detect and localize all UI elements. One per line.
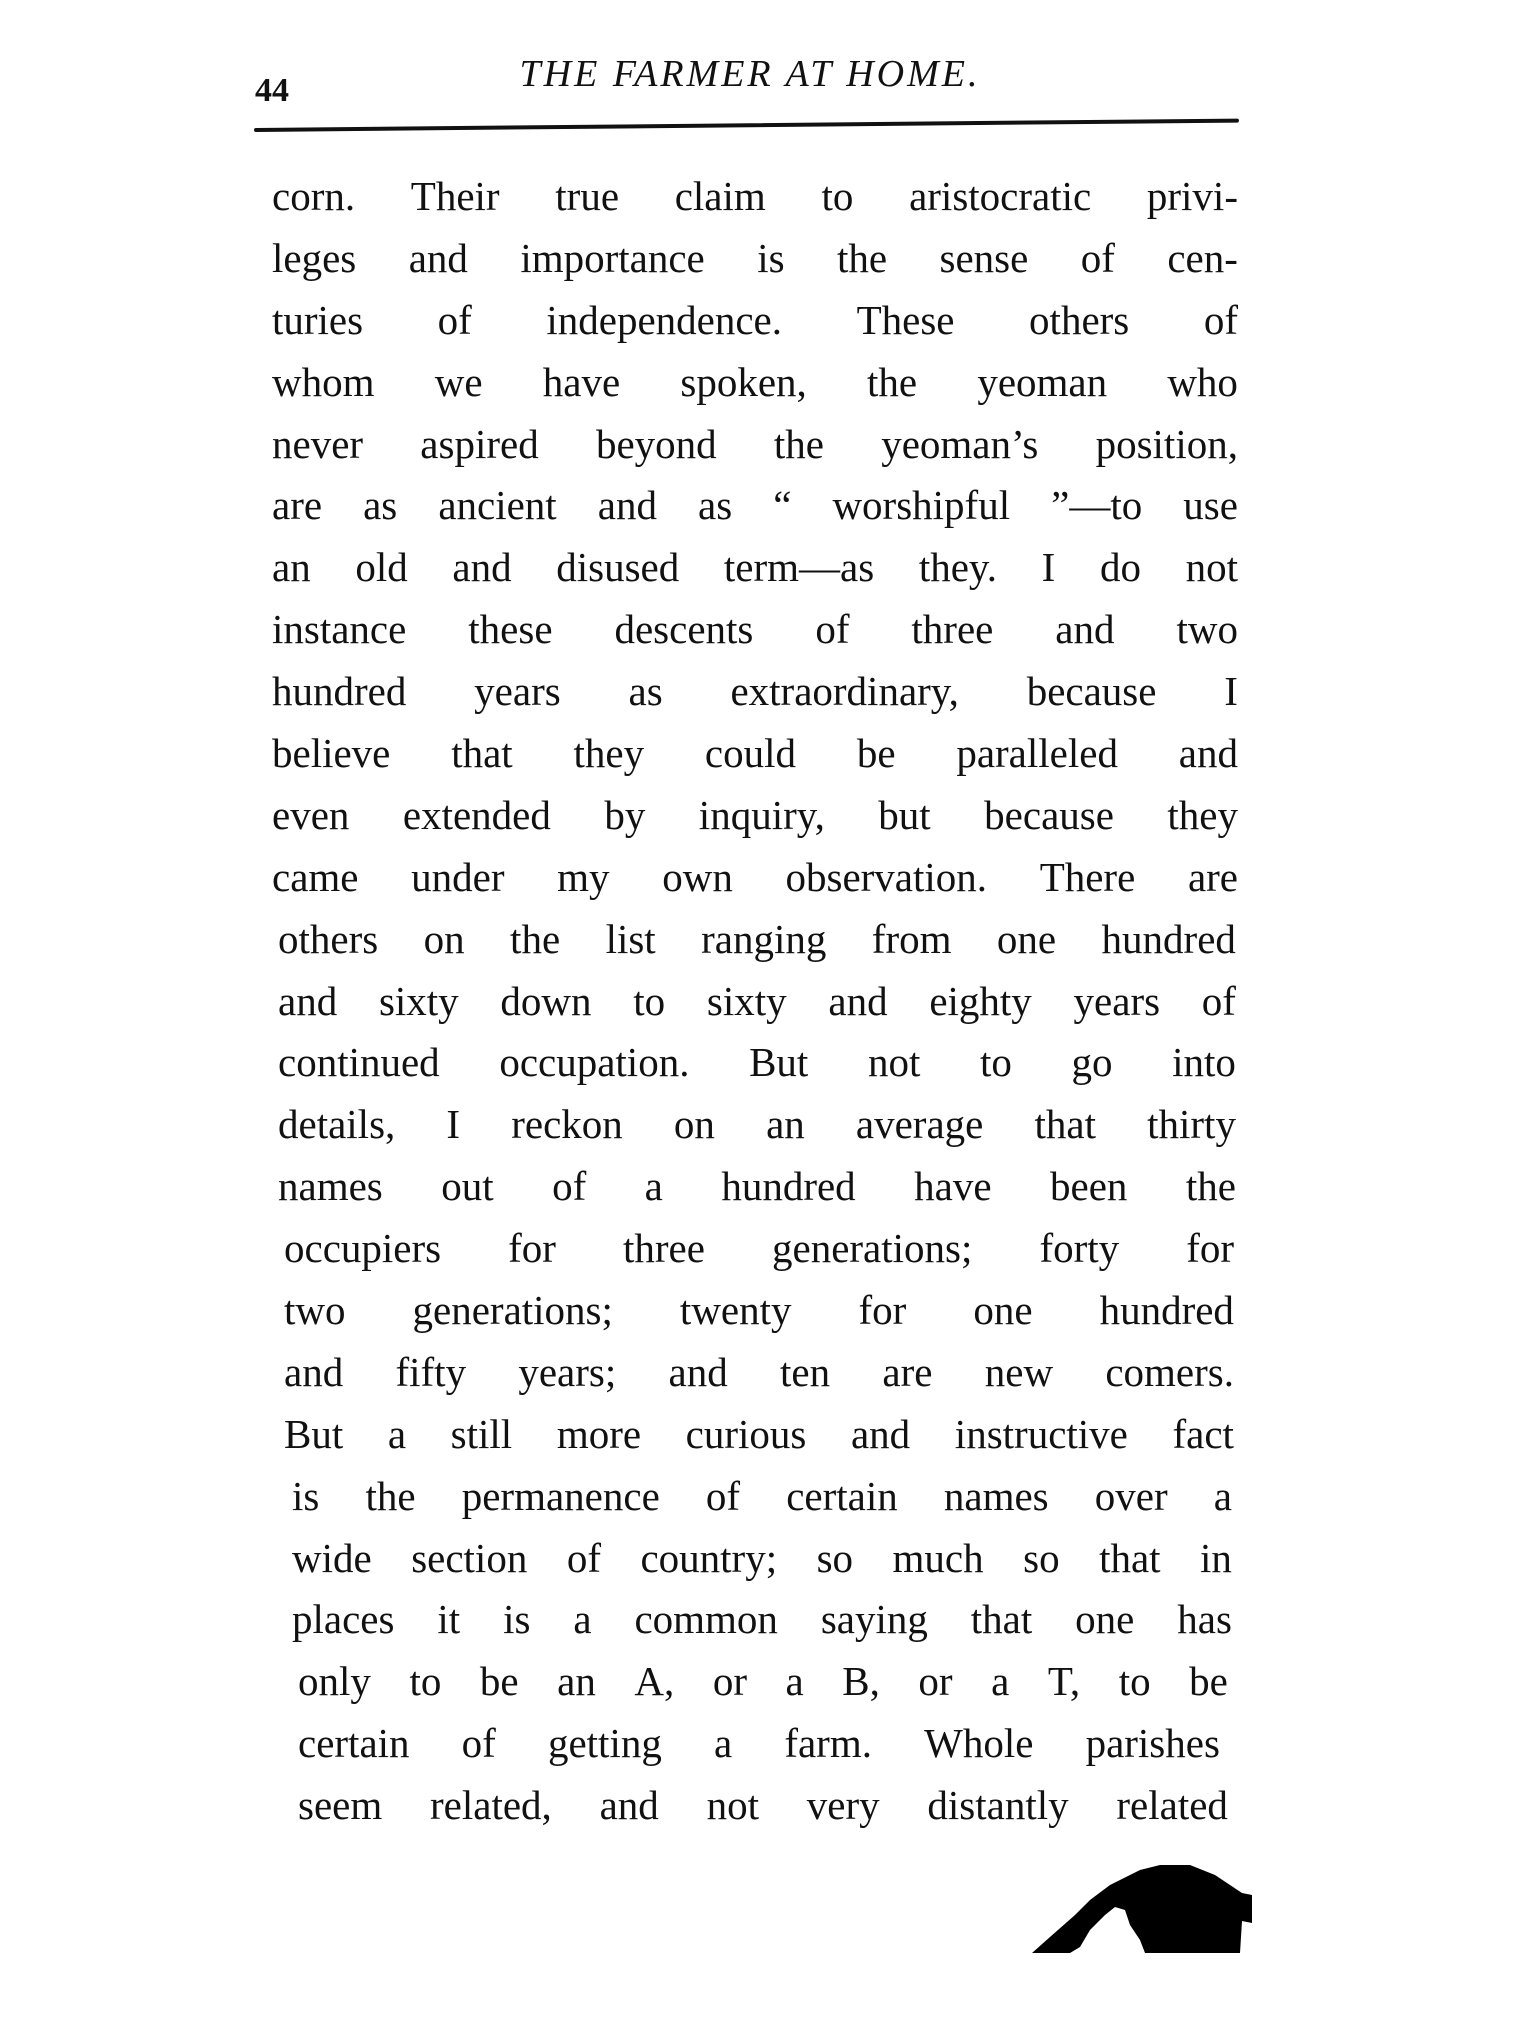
word: fifty	[395, 1348, 467, 1395]
word: that	[1034, 1101, 1096, 1148]
word: go	[1071, 1039, 1113, 1086]
text-line	[272, 785, 1238, 847]
word: who	[1167, 358, 1238, 405]
word: they	[1167, 791, 1238, 838]
word: sense	[939, 234, 1029, 281]
word: been	[1050, 1163, 1128, 1210]
word: country;	[640, 1534, 778, 1581]
word: details,	[278, 1101, 396, 1148]
word: or	[712, 1658, 747, 1705]
word: parishes	[1085, 1720, 1220, 1767]
word: related,	[430, 1782, 552, 1829]
word: of	[815, 606, 850, 653]
word: be	[1189, 1658, 1228, 1705]
word: common	[634, 1596, 778, 1643]
word: use	[1183, 482, 1238, 529]
word: occupiers	[284, 1225, 442, 1272]
word: position,	[1095, 420, 1238, 467]
word: have	[542, 358, 621, 405]
word: are	[1187, 853, 1238, 900]
text-line	[272, 661, 1238, 723]
word: and	[284, 1348, 344, 1395]
word: and	[278, 977, 338, 1024]
word: continued	[278, 1039, 440, 1086]
word: years	[474, 668, 561, 715]
word: I	[446, 1101, 461, 1148]
word: of	[1201, 977, 1236, 1024]
word: true	[555, 173, 620, 219]
word: the	[1185, 1163, 1236, 1210]
word: importance	[520, 234, 705, 281]
word: could	[704, 730, 796, 777]
ink-blot	[1030, 1855, 1252, 1955]
text-line	[278, 909, 1236, 971]
word: the	[773, 420, 824, 467]
word: worshipful	[832, 482, 1011, 529]
word: certain	[786, 1472, 898, 1519]
word: on	[673, 1101, 715, 1148]
word: sixty	[706, 977, 787, 1024]
word: are	[272, 482, 323, 529]
word: one	[1075, 1596, 1135, 1643]
word: and	[408, 234, 468, 281]
word: the	[510, 915, 561, 962]
word: a	[387, 1410, 407, 1457]
word: under	[411, 853, 505, 900]
word: years	[1073, 977, 1161, 1024]
word: certain	[298, 1720, 410, 1767]
word: three	[911, 606, 994, 653]
word: of	[437, 296, 472, 343]
word: sixty	[378, 977, 459, 1024]
word: for	[508, 1225, 556, 1272]
word: came	[272, 853, 359, 900]
text-line	[292, 1589, 1232, 1651]
text-line	[272, 290, 1238, 352]
word: places	[292, 1596, 395, 1643]
word: a	[573, 1596, 592, 1643]
word: they	[573, 730, 645, 777]
text-line	[278, 1032, 1236, 1094]
word: generations;	[412, 1287, 613, 1334]
word: not	[706, 1782, 759, 1829]
word: list	[605, 915, 656, 962]
word: aristocratic	[909, 173, 1092, 219]
word: be	[856, 730, 896, 777]
word: the	[867, 358, 918, 405]
word: old	[355, 544, 408, 591]
word: and	[668, 1348, 728, 1395]
word: it	[437, 1596, 461, 1643]
word: for	[1186, 1225, 1234, 1272]
word: instructive	[954, 1410, 1128, 1457]
word: more	[556, 1410, 642, 1457]
text-line	[278, 1094, 1236, 1156]
word: is	[757, 234, 785, 281]
word: Their	[410, 173, 500, 219]
text-line	[278, 1156, 1236, 1218]
word: “	[773, 482, 792, 529]
word: seem	[298, 1782, 383, 1829]
word: T,	[1047, 1658, 1081, 1705]
word: whom	[272, 358, 375, 405]
word: down	[500, 977, 592, 1024]
word: still	[450, 1410, 513, 1457]
word: two	[1176, 606, 1238, 653]
word: even	[272, 791, 350, 838]
word: of	[1203, 296, 1238, 343]
text-line	[272, 537, 1238, 599]
text-line	[298, 1775, 1228, 1837]
text-line	[272, 599, 1238, 661]
word: ancient	[438, 482, 557, 529]
word: beyond	[595, 420, 717, 467]
word: as	[628, 668, 663, 715]
word: I	[1224, 668, 1238, 715]
word: cen-	[1167, 234, 1238, 281]
word: eighty	[929, 977, 1032, 1024]
text-line	[284, 1218, 1234, 1280]
word: others	[278, 915, 379, 962]
word: three	[623, 1225, 705, 1272]
word: the	[836, 234, 888, 281]
text-line	[272, 166, 1238, 228]
word: distantly	[927, 1782, 1069, 1829]
word: hundred	[1099, 1287, 1234, 1334]
word: a	[713, 1720, 733, 1767]
word: yeoman’s	[881, 420, 1039, 467]
word: curious	[685, 1410, 807, 1457]
word: disused	[556, 544, 680, 591]
word: instance	[272, 606, 407, 653]
word: not	[867, 1039, 921, 1086]
word: to	[1118, 1658, 1151, 1705]
word: that	[451, 730, 513, 777]
word: do	[1099, 544, 1141, 591]
word: claim	[674, 173, 766, 219]
word: But	[749, 1039, 809, 1086]
word: and	[1178, 730, 1238, 777]
text-line	[284, 1342, 1234, 1404]
word: and	[599, 1782, 659, 1829]
word: be	[479, 1658, 519, 1705]
word: B,	[842, 1658, 880, 1705]
word: into	[1172, 1039, 1236, 1086]
word: a	[1213, 1472, 1232, 1519]
word: wide	[292, 1534, 372, 1581]
word: extended	[402, 791, 551, 838]
word: because	[1026, 668, 1157, 715]
word: spoken,	[680, 358, 807, 405]
word: to	[979, 1039, 1012, 1086]
word: much	[892, 1534, 984, 1581]
word: not	[1185, 544, 1238, 591]
word: term—as	[723, 544, 875, 591]
word: from	[871, 915, 952, 962]
word: reckon	[511, 1101, 623, 1148]
text-line	[298, 1651, 1228, 1713]
text-line	[272, 352, 1238, 414]
word: But	[284, 1410, 344, 1457]
word: twenty	[679, 1287, 792, 1334]
word: one	[996, 915, 1057, 962]
word: and	[452, 544, 512, 591]
word: others	[1029, 296, 1130, 343]
word: we	[434, 358, 483, 405]
word: on	[423, 915, 465, 962]
word: of	[552, 1163, 587, 1210]
word: farm.	[784, 1720, 872, 1767]
word: are	[882, 1348, 933, 1395]
word: but	[878, 791, 931, 838]
text-line	[284, 1404, 1234, 1466]
text-line	[272, 723, 1238, 785]
word: paralleled	[956, 730, 1118, 777]
word: as	[698, 482, 733, 529]
word: only	[298, 1658, 371, 1705]
word: I	[1041, 544, 1056, 591]
body-text	[272, 166, 1238, 1837]
word: There	[1039, 853, 1136, 900]
word: two	[284, 1287, 346, 1334]
word: Whole	[924, 1720, 1034, 1767]
word: very	[806, 1782, 880, 1829]
word: by	[604, 791, 646, 838]
word: fact	[1172, 1410, 1234, 1457]
word: names	[278, 1163, 383, 1210]
word: observation.	[785, 853, 988, 900]
word: ten	[780, 1348, 831, 1395]
word: new	[984, 1348, 1054, 1395]
word: in	[1200, 1534, 1232, 1581]
text-line	[278, 971, 1236, 1033]
word: the	[365, 1472, 416, 1519]
word: own	[662, 853, 733, 900]
text-line	[272, 475, 1238, 537]
word: they.	[918, 544, 997, 591]
word: an	[766, 1101, 805, 1148]
word: saying	[820, 1596, 928, 1643]
text-line	[292, 1528, 1232, 1590]
word: independence.	[546, 296, 783, 343]
word: getting	[547, 1720, 662, 1767]
word: corn.	[272, 173, 356, 219]
word: of	[566, 1534, 601, 1581]
word: to	[409, 1658, 442, 1705]
word: my	[557, 853, 610, 900]
word: that	[1099, 1534, 1161, 1581]
word: a	[644, 1163, 663, 1210]
word: permanence	[461, 1472, 660, 1519]
word: section	[411, 1534, 528, 1581]
word: is	[503, 1596, 531, 1643]
word: occupation.	[499, 1039, 690, 1086]
word: and	[828, 977, 888, 1024]
word: names	[943, 1472, 1049, 1519]
word: because	[984, 791, 1114, 838]
word: turies	[272, 296, 364, 343]
word: inquiry,	[698, 791, 825, 838]
word: years;	[518, 1348, 617, 1395]
word: a	[785, 1658, 804, 1705]
word: one	[973, 1287, 1033, 1334]
page-number: 44	[255, 72, 289, 109]
text-line	[284, 1280, 1234, 1342]
word: aspired	[420, 420, 539, 467]
word: hundred	[721, 1163, 856, 1210]
word: has	[1177, 1596, 1232, 1643]
word: a	[991, 1658, 1010, 1705]
word: or	[918, 1658, 953, 1705]
word: these	[468, 606, 553, 653]
word: extraordinary,	[730, 668, 959, 715]
word: privi-	[1146, 173, 1238, 219]
word: related	[1116, 1782, 1228, 1829]
text-line	[292, 1466, 1232, 1528]
word: an	[272, 544, 311, 591]
word: and	[597, 482, 657, 529]
header-rule	[254, 119, 1239, 132]
text-line	[298, 1713, 1220, 1775]
word: of	[705, 1472, 741, 1519]
word: ”—to	[1051, 482, 1143, 529]
word: of	[461, 1720, 496, 1767]
word: believe	[272, 730, 391, 777]
word: average	[855, 1101, 984, 1148]
word: an	[557, 1658, 596, 1705]
word: that	[970, 1596, 1033, 1643]
word: thirty	[1147, 1101, 1236, 1148]
word: have	[914, 1163, 992, 1210]
text-line	[272, 414, 1238, 476]
running-title: THE FARMER AT HOME.	[519, 53, 981, 95]
word: hundred	[1101, 915, 1236, 962]
word: out	[441, 1163, 494, 1210]
word: yeoman	[977, 358, 1108, 405]
word: comers.	[1105, 1348, 1234, 1395]
word: descents	[614, 606, 754, 653]
word: is	[292, 1472, 320, 1519]
word: A,	[634, 1658, 675, 1705]
word: and	[1055, 606, 1115, 653]
text-line	[272, 847, 1238, 909]
word: and	[850, 1410, 911, 1457]
word: generations;	[772, 1225, 973, 1272]
word: so	[1023, 1534, 1060, 1581]
word: as	[363, 482, 398, 529]
word: never	[272, 420, 364, 467]
word: forty	[1039, 1225, 1120, 1272]
text-line	[272, 228, 1238, 290]
word: for	[858, 1287, 907, 1334]
word: so	[816, 1534, 854, 1581]
word: ranging	[701, 915, 827, 962]
word: of	[1080, 234, 1115, 281]
word: to	[821, 173, 854, 219]
word: to	[633, 977, 666, 1024]
word: over	[1094, 1472, 1168, 1519]
word: leges	[272, 234, 357, 281]
word: hundred	[272, 668, 407, 715]
word: These	[856, 296, 955, 343]
